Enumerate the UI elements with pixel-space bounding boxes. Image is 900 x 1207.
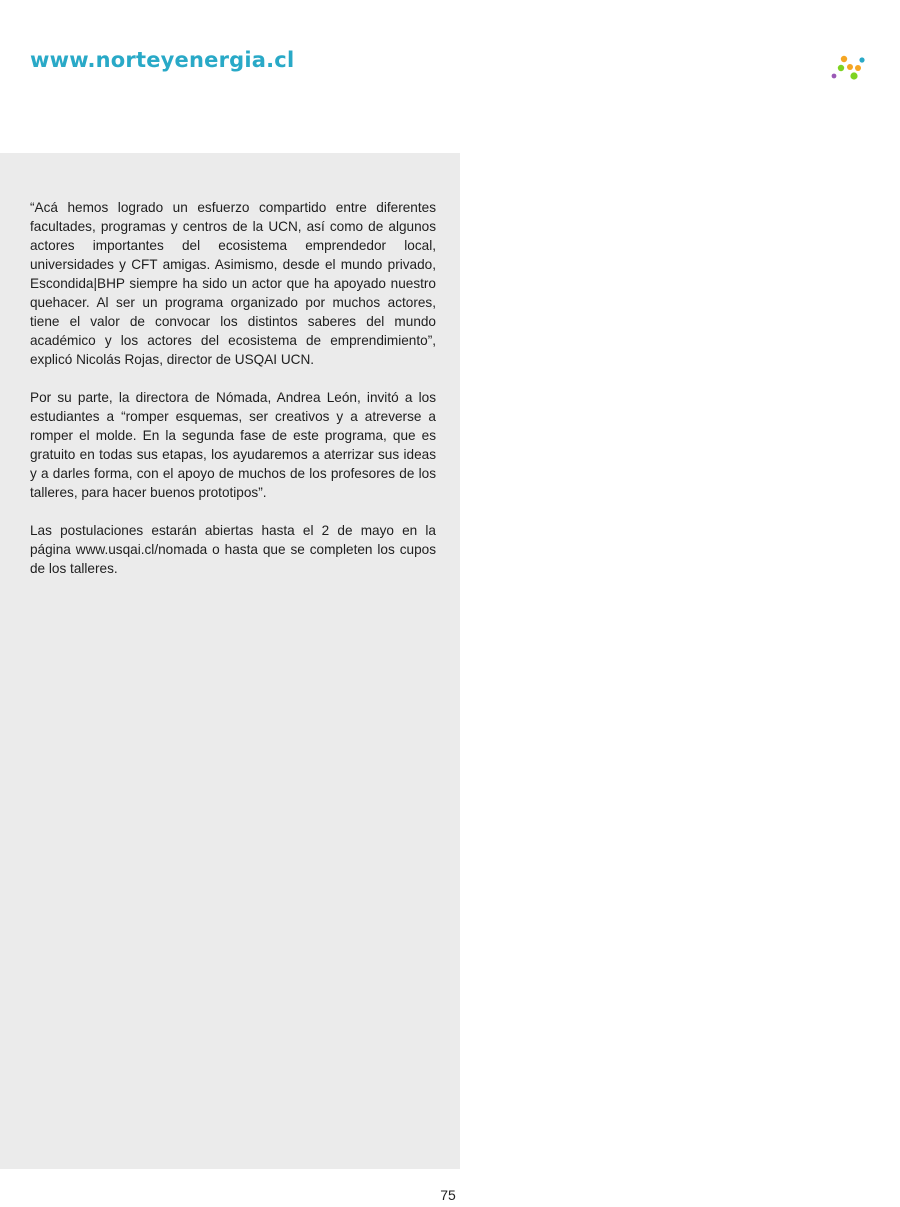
- logo-dot: [838, 65, 844, 71]
- article-body: [30, 198, 436, 597]
- logo-dot: [832, 74, 837, 79]
- site-url[interactable]: www.norteyenergia.cl: [30, 48, 295, 72]
- article-paragraph: Las postulaciones estarán abiertas hasta el 2 de mayo en la página www.usqai.cl/nomada o hasta que se completen los cupos de los talleres.: [30, 523, 436, 576]
- page-number: 75: [440, 1187, 456, 1203]
- logo-dot: [855, 65, 861, 71]
- logo-dot: [859, 57, 864, 62]
- logo-dot: [847, 64, 853, 70]
- colored-dots-logo-icon: [828, 52, 872, 84]
- article-paragraph: Por su parte, la directora de Nómada, Andrea León, invitó a los estudiantes a “romper esquemas, ser creativos y a atreverse a romper el molde. En la segunda fase de este programa, que es gratuito en todas sus etapas, los ayudaremos a aterrizar sus ideas y a darles forma, con el apoyo de muchos de los profesores de los talleres, para hacer buenos prototipos”.: [30, 390, 436, 500]
- article-paragraph: “Acá hemos logrado un esfuerzo compartido entre diferentes facultades, programas y centros de la UCN, así como de algunos actores importantes del ecosistema emprendedor local, universidades y CFT amigas. Asimismo, desde el mundo privado, Escondida|BHP siempre ha sido un actor que ha apoyado nuestro quehacer. Al ser un programa organizado por muchos actores, tiene el valor de convocar los distintos saberes del mundo académico y los actores del ecosistema de emprendimiento”, explicó Nicolás Rojas, director de USQAI UCN.: [30, 200, 436, 367]
- logo-dot: [850, 72, 857, 79]
- logo-dot: [841, 56, 847, 62]
